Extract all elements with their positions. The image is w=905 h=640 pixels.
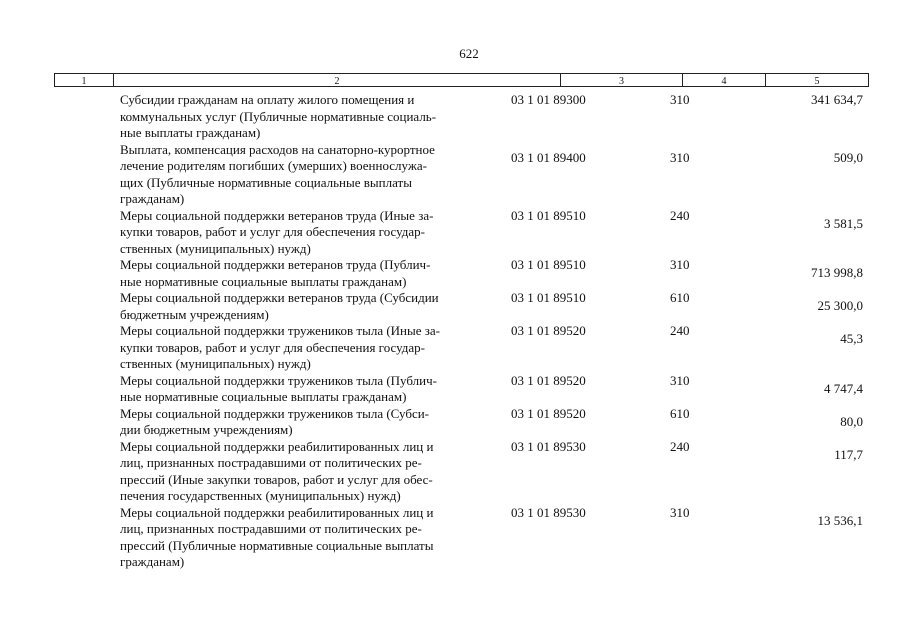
header-col-1: 1 <box>55 74 114 86</box>
row-name: Меры социальной поддержки тружеников тыла (Публич- ные нормативные социальные выплаты гражданам) <box>120 372 437 404</box>
table-body <box>0 92 905 571</box>
row-amount: 117,7 <box>834 446 863 462</box>
row-amount: 45,3 <box>840 331 863 346</box>
row-expense-type: 610 <box>670 405 690 421</box>
table-row <box>0 290 905 323</box>
row-name: Меры социальной поддержки реабилитированных лиц и лиц, признанных пострадавшими от политических ре- прессий (Иные закупки товаров, работ и услуг для обес- печения государственных (муниципальных) нужд) <box>120 438 434 503</box>
row-amount: 341 634,7 <box>811 92 863 107</box>
row-expense-type: 310 <box>670 504 690 520</box>
row-name: Меры социальной поддержки реабилитированных лиц и лиц, признанных пострадавшими от политических ре- прессий (Публичные нормативные социальные выплаты гражданам) <box>120 504 434 569</box>
table-row <box>0 406 905 439</box>
row-name: Выплата, компенсация расходов на санаторно-курортное лечение родителям погибших (умерших) военнослужа- щих (Публичные нормативные социальные выплаты гражданам) <box>120 141 435 206</box>
row-name: Меры социальной поддержки ветеранов труда (Иные за- купки товаров, работ и услуг для обеспечения государ- ственных (муниципальных) нужд) <box>120 207 434 256</box>
row-expense-type: 310 <box>670 257 690 272</box>
row-code: 03 1 01 89300 <box>511 92 586 107</box>
table-row <box>0 92 905 142</box>
table-row <box>0 373 905 406</box>
row-code: 03 1 01 89520 <box>511 372 586 388</box>
row-name: Меры социальной поддержки тружеников тыла (Иные за- купки товаров, работ и услуг для обеспечения государ- ственных (муниципальных) нужд) <box>120 323 440 371</box>
row-code: 03 1 01 89530 <box>511 438 586 454</box>
table-row <box>0 142 905 208</box>
row-name: Меры социальной поддержки тружеников тыла (Субси- дии бюджетным учреждениям) <box>120 405 430 437</box>
table-header <box>54 73 869 87</box>
header-col-4: 4 <box>683 74 766 86</box>
row-expense-type: 240 <box>670 438 690 454</box>
row-code: 03 1 01 89510 <box>511 257 586 272</box>
row-expense-type: 240 <box>670 323 690 338</box>
page-number: 622 <box>459 46 479 61</box>
row-expense-type: 310 <box>670 372 690 388</box>
row-amount: 13 536,1 <box>817 512 863 528</box>
row-amount: 25 300,0 <box>817 298 863 313</box>
row-expense-type: 240 <box>670 207 690 223</box>
row-code: 03 1 01 89400 <box>511 149 586 165</box>
table-row <box>0 257 905 290</box>
table-row <box>0 505 905 571</box>
row-amount: 3 581,5 <box>824 215 863 231</box>
row-expense-type: 610 <box>670 290 690 305</box>
header-col-5: 5 <box>814 76 820 87</box>
row-code: 03 1 01 89530 <box>511 504 586 520</box>
row-name: Субсидии гражданам на оплату жилого помещения и коммунальных услуг (Публичные нормативные социаль- ные выплаты гражданам) <box>120 92 437 140</box>
row-code: 03 1 01 89520 <box>511 405 586 421</box>
row-name: Меры социальной поддержки ветеранов труда (Публич- ные нормативные социальные выплаты гражданам) <box>120 257 431 289</box>
row-expense-type: 310 <box>670 149 690 165</box>
header-col-2: 2 <box>114 74 561 86</box>
row-amount: 713 998,8 <box>811 265 863 280</box>
row-code: 03 1 01 89510 <box>511 207 586 223</box>
header-col-3: 3 <box>561 74 683 86</box>
row-code: 03 1 01 89520 <box>511 323 586 338</box>
row-expense-type: 310 <box>670 92 690 107</box>
table-row <box>0 323 905 373</box>
table-row <box>0 439 905 505</box>
table-row <box>0 208 905 258</box>
row-name: Меры социальной поддержки ветеранов труда (Субсидии бюджетным учреждениям) <box>120 290 439 322</box>
row-amount: 509,0 <box>833 149 863 165</box>
row-amount: 80,0 <box>840 413 863 429</box>
row-amount: 4 747,4 <box>824 380 863 396</box>
row-code: 03 1 01 89510 <box>511 290 586 305</box>
